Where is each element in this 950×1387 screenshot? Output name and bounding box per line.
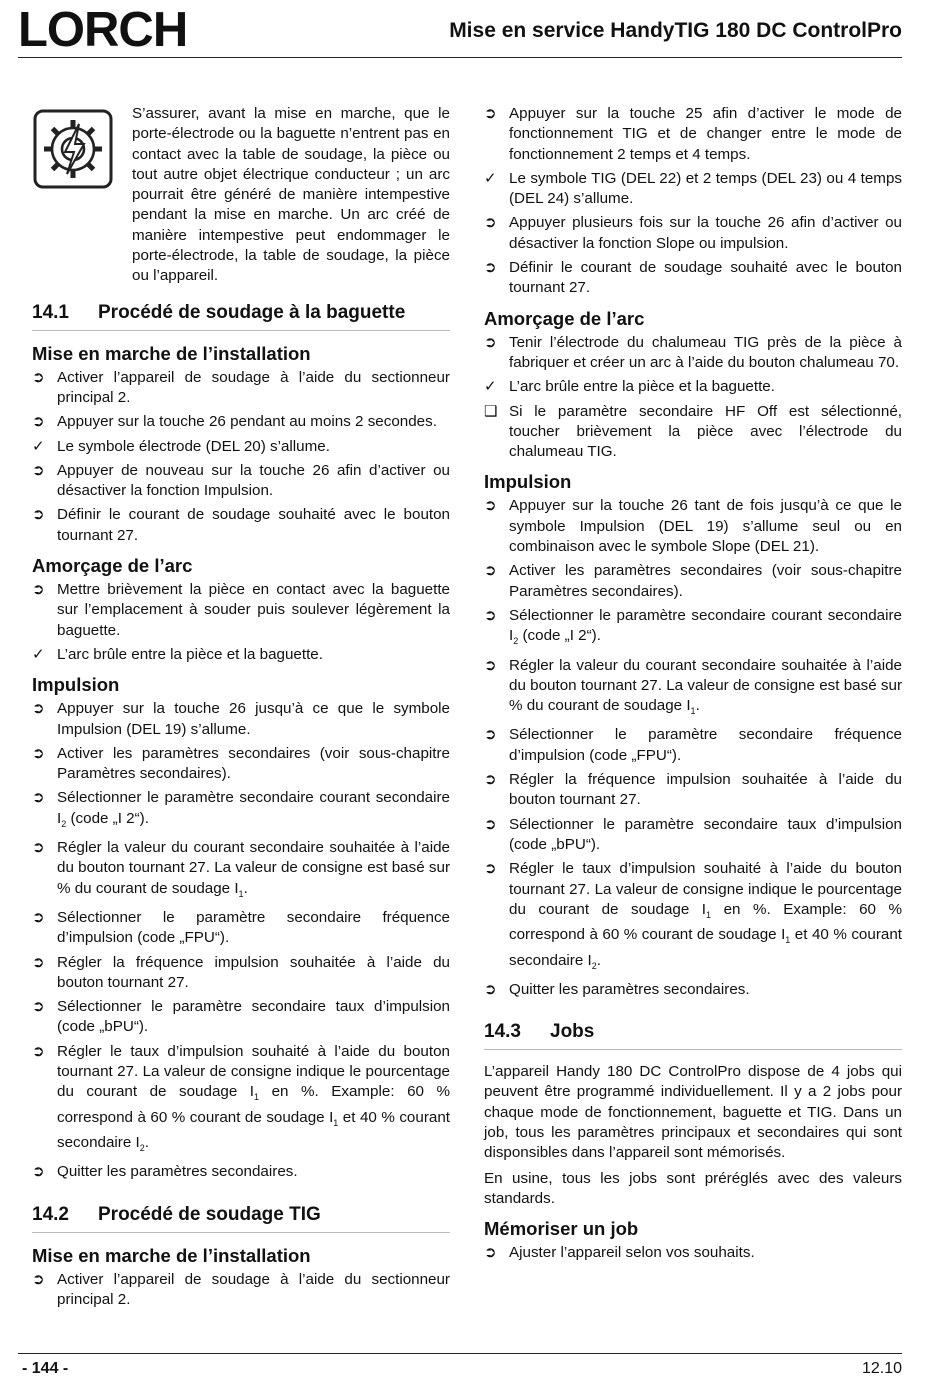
list-item: ➲ Activer les paramètres secondaires (voir sous-chapitre Paramètres secondaires). xyxy=(484,561,902,602)
action-arrow-icon: ➲ xyxy=(32,413,45,431)
section-title: Procédé de soudage à la baguette xyxy=(98,301,406,323)
checkbox-icon: ❑ xyxy=(484,402,498,420)
action-arrow-icon: ➲ xyxy=(32,1163,45,1181)
action-arrow-icon: ➲ xyxy=(484,860,497,878)
subheading-amorcage-tig: Amorçage de l’arc xyxy=(484,307,645,329)
list-item: ➲ Sélectionner le paramètre secondaire courant secondaire $I_2$ (code „I 2“). xyxy=(484,606,902,652)
action-arrow-icon: ➲ xyxy=(484,726,497,744)
list-item: ➲ Activer l’appareil de soudage à l’aide du sectionneur principal 2. xyxy=(32,1270,450,1311)
action-arrow-icon: ➲ xyxy=(32,1042,45,1060)
list-item: ➲ Appuyer sur la touche 26 pendant au moins 2 secondes. xyxy=(32,412,450,432)
subheading-mise-en-marche-tig: Mise en marche de l’installation xyxy=(32,1244,311,1266)
action-arrow-icon: ➲ xyxy=(484,771,497,789)
action-arrow-icon: ➲ xyxy=(32,744,45,762)
list-item: ➲ Quitter les paramètres secondaires. xyxy=(32,1162,450,1182)
document-date: 12.10 xyxy=(861,1360,902,1377)
action-arrow-icon: ➲ xyxy=(32,1270,45,1288)
subheading-amorcage: Amorçage de l’arc xyxy=(32,555,193,577)
list-item: ➲ Appuyer sur la touche 26 tant de fois jusqu’à ce que le symbole Impulsion (DEL 19) s’allume seul ou en combinaison avec le symbole Slope (DEL 21). xyxy=(484,496,902,557)
document-title: Mise en service HandyTIG 180 DC ControlPro xyxy=(449,19,902,42)
list-item: ➲ Appuyer sur la touche 25 afin d’activer le mode de fonctionnement TIG et de changer entre le mode de fonctionnement 2 temps et 4 temps. xyxy=(484,104,902,165)
check-icon: ✓ xyxy=(484,378,497,396)
action-arrow-icon: ➲ xyxy=(32,700,45,718)
list-item: ➲ Quitter les paramètres secondaires. xyxy=(484,980,902,1000)
action-arrow-icon: ➲ xyxy=(32,998,45,1016)
list-tig-setup xyxy=(484,104,902,299)
list-item: ➲ Régler la valeur du courant secondaire souhaitée à l’aide du bouton tournant 27. La valeur de consigne est basé sur % du courant de soudage $I_1$. xyxy=(484,656,902,722)
action-arrow-icon: ➲ xyxy=(484,259,497,277)
list-item: ❑ Si le paramètre secondaire HF Off est sélectionné, toucher brièvement la pièce avec l’électrode du chalumeau TIG. xyxy=(484,402,902,463)
subheading-impulsion: Impulsion xyxy=(32,674,120,696)
list-item: ➲ Activer l’appareil de soudage à l’aide du sectionneur principal 2. xyxy=(32,368,450,409)
list-item: ➲ Régler le taux d’impulsion souhaité à l’aide du bouton tournant 27. La valeur de consigne indique le pourcentage du courant de soudage $I_1$ en %. Example: 60 % correspond à 60 % courant de soudage $I_1$ et 40 % courant secondaire $I_2$. xyxy=(32,1042,450,1159)
list-amorcage xyxy=(32,580,450,665)
subheading-mise-en-marche: Mise en marche de l’installation xyxy=(32,342,311,364)
section-number: 14.1 xyxy=(32,301,69,323)
list-item: ➲ Régler la fréquence impulsion souhaitée à l’aide du bouton tournant 27. xyxy=(32,953,450,994)
action-arrow-icon: ➲ xyxy=(484,980,497,998)
list-item: ➲ Régler la valeur du courant secondaire souhaitée à l’aide du bouton tournant 27. La valeur de consigne est basé sur % du courant de soudage $I_1$. xyxy=(32,838,450,904)
list-item: ➲ Appuyer de nouveau sur la touche 26 afin d’activer ou désactiver la fonction Impulsion. xyxy=(32,461,450,502)
list-item: ➲ Sélectionner le paramètre secondaire taux d’impulsion (code „bPU“). xyxy=(484,815,902,856)
section-heading-14-1 xyxy=(32,301,450,331)
section-title: Procédé de soudage TIG xyxy=(98,1203,321,1225)
action-arrow-icon: ➲ xyxy=(32,789,45,807)
list-item: ➲ Appuyer plusieurs fois sur la touche 26 afin d’activer ou désactiver la fonction Slope ou impulsion. xyxy=(484,213,902,254)
action-arrow-icon: ➲ xyxy=(484,105,497,122)
action-arrow-icon: ➲ xyxy=(484,606,497,624)
list-item: ➲ Sélectionner le paramètre secondaire taux d’impulsion (code „bPU“). xyxy=(32,997,450,1038)
action-arrow-icon: ➲ xyxy=(484,1244,497,1262)
section-heading-14-2 xyxy=(32,1203,450,1233)
list-item: ➲ Sélectionner le paramètre secondaire fréquence d’impulsion (code „FPU“). xyxy=(484,725,902,766)
list-item: ➲ Définir le courant de soudage souhaité avec le bouton tournant 27. xyxy=(32,505,450,546)
check-icon: ✓ xyxy=(32,645,45,663)
page-number: - 144 - xyxy=(22,1360,69,1377)
list-item: ➲ Régler la fréquence impulsion souhaitée à l’aide du bouton tournant 27. xyxy=(484,770,902,811)
action-arrow-icon: ➲ xyxy=(484,815,497,833)
action-arrow-icon: ➲ xyxy=(484,497,497,515)
subheading-impulsion-tig: Impulsion xyxy=(484,471,572,493)
section-number: 14.2 xyxy=(32,1203,69,1225)
action-arrow-icon: ➲ xyxy=(484,333,497,351)
action-arrow-icon: ➲ xyxy=(32,581,45,599)
section-number: 14.3 xyxy=(484,1021,521,1043)
list-item: ➲ Mettre brièvement la pièce en contact avec la baguette sur l’emplacement à souder puis soulever légèrement la baguette. xyxy=(32,580,450,641)
warning-block xyxy=(32,104,450,287)
footer-rule xyxy=(18,1353,902,1354)
check-icon: ✓ xyxy=(484,169,497,187)
list-impulsion xyxy=(32,699,450,1182)
list-item: ✓ Le symbole électrode (DEL 20) s’allume. xyxy=(32,437,450,457)
jobs-paragraph-2: En usine, tous les jobs sont préréglés avec des valeurs standards. xyxy=(484,1169,902,1207)
list-item: ➲ Sélectionner le paramètre secondaire fréquence d’impulsion (code „FPU“). xyxy=(32,908,450,949)
lorch-logo: LORCH xyxy=(18,3,188,57)
action-arrow-icon: ➲ xyxy=(484,656,497,674)
action-arrow-icon: ➲ xyxy=(484,562,497,580)
warning-text: S’assurer, avant la mise en marche, que le porte-électrode ou la baguette n’entrent pas en contact avec la table de soudage, la pièce ou tout autre objet électrique conducteur ; un arc pourrait être généré de manière intempestive pendant la mise en marche. Un arc créé de manière intempestive peut endommager le porte-électrode, la table de soudage, la pièce ou l’appareil. xyxy=(132,105,450,285)
action-arrow-icon: ➲ xyxy=(32,839,45,857)
list-amorcage-tig xyxy=(484,333,902,463)
check-icon: ✓ xyxy=(32,437,45,455)
subheading-memoriser: Mémoriser un job xyxy=(484,1218,639,1240)
action-arrow-icon: ➲ xyxy=(32,908,45,926)
left-column xyxy=(32,104,450,1314)
section-heading-14-3 xyxy=(484,1020,902,1050)
list-mise-en-marche-tig xyxy=(32,1270,450,1311)
action-arrow-icon: ➲ xyxy=(32,461,45,479)
section-title: Jobs xyxy=(550,1021,595,1043)
list-item: ✓ L’arc brûle entre la pièce et la baguette. xyxy=(32,645,450,665)
header-rule xyxy=(18,57,902,58)
action-arrow-icon: ➲ xyxy=(32,506,45,524)
right-column xyxy=(484,104,902,1268)
list-impulsion-tig xyxy=(484,496,902,1000)
action-arrow-icon: ➲ xyxy=(32,368,45,386)
action-arrow-icon: ➲ xyxy=(32,953,45,971)
list-item: ➲ Activer les paramètres secondaires (voir sous-chapitre Paramètres secondaires). xyxy=(32,744,450,785)
list-memoriser xyxy=(484,1243,902,1263)
action-arrow-icon: ➲ xyxy=(484,214,497,232)
list-item: ➲ Appuyer sur la touche 26 jusqu’à ce que le symbole Impulsion (DEL 19) s’allume. xyxy=(32,699,450,740)
list-item: ✓ Le symbole TIG (DEL 22) et 2 temps (DEL 23) ou 4 temps (DEL 24) s’allume. xyxy=(484,169,902,210)
list-item: ➲ Tenir l’électrode du chalumeau TIG près de la pièce à fabriquer et créer un arc à l’aide du bouton chalumeau 70. xyxy=(484,333,902,374)
list-mise-en-marche xyxy=(32,368,450,546)
gear-warning-icon xyxy=(32,108,114,190)
list-item: ➲ Définir le courant de soudage souhaité avec le bouton tournant 27. xyxy=(484,258,902,299)
list-item: ➲ Sélectionner le paramètre secondaire courant secondaire $I_2$ (code „I 2“). xyxy=(32,788,450,834)
list-item: ➲ Ajuster l’appareil selon vos souhaits. xyxy=(484,1243,902,1263)
list-item: ➲ Régler le taux d’impulsion souhaité à l’aide du bouton tournant 27. La valeur de consigne indique le pourcentage du courant de soudage $I_1$ en %. Example: 60 % correspond à 60 % courant de soudage $I_1$ et 40 % courant secondaire $I_2$. xyxy=(484,859,902,976)
jobs-paragraph-1: L’appareil Handy 180 DC ControlPro dispose de 4 jobs qui peuvent être programmé individuellement. Il y a 2 jobs pour chaque mode de fonctionnement, baguette et TIG. Dans un job, tous les paramètres principaux et secondaires qui sont disponsibles dans l’appareil sont mémorisés. xyxy=(484,1063,902,1162)
list-item: ✓ L’arc brûle entre la pièce et la baguette. xyxy=(484,377,902,397)
